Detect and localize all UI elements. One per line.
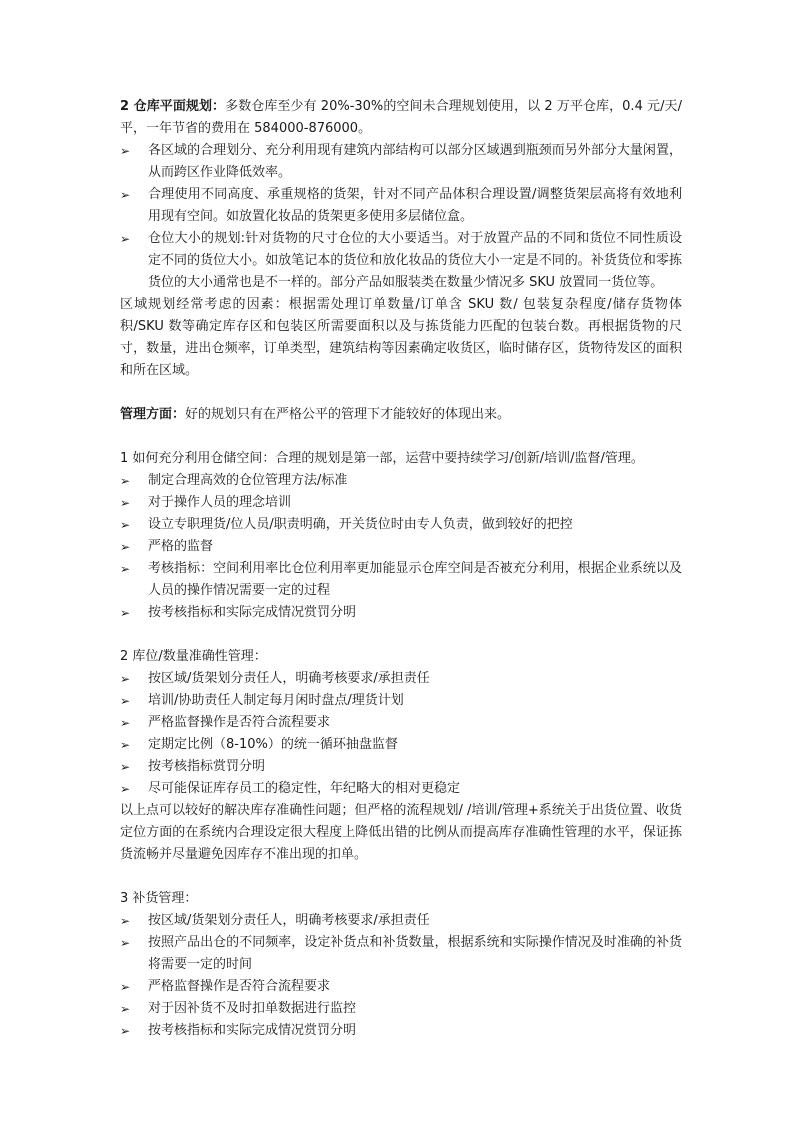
list-item-text: 培训/协助责任人制定每月闲时盘点/理货计划 (148, 693, 404, 708)
list-item-text: 按考核指标和实际完成情况赏罚分明 (148, 605, 357, 620)
list-item (120, 558, 682, 602)
list-item (120, 778, 682, 800)
list-item-text: 设立专职理货/位人员/职责明确，开关货位时由专人负责，做到较好的把控 (148, 517, 573, 532)
section-intro (120, 96, 682, 140)
list-item (120, 536, 682, 558)
list-item-text: 严格的监督 (148, 539, 214, 554)
bullet-arrow-icon: ➢ (120, 144, 131, 158)
list-item (120, 690, 682, 712)
bullet-arrow-icon: ➢ (120, 540, 131, 554)
section1-list (120, 140, 682, 294)
list-item (120, 756, 682, 778)
list-item (120, 184, 682, 228)
bullet-arrow-icon: ➢ (120, 936, 131, 950)
list-item (120, 910, 682, 932)
list-item-text: 尽可能保证库存员工的稳定性，年纪略大的相对更稳定 (148, 781, 461, 796)
region-planning-paragraph: 区域规划经常考虑的因素：根据需处理订单数量/订单含 SKU 数/ 包装复杂程度/储存货物体积/SKU 数等确定库存区和包装区所需要面积以及与拣货能力匹配的包装台数。再根据货物的尺寸，数量，进出仓频率，订单类型，建筑结构等因素确定收货区，临时储存区，货物待发区的面积和所在区域。 (120, 297, 682, 378)
list-item-text: 按考核指标和实际完成情况赏罚分明 (148, 1023, 357, 1038)
list-item (120, 140, 682, 184)
list-item-text: 按区域/货架划分责任人，明确考核要求/承担责任 (148, 671, 430, 686)
list-item-text: 按区域/货架划分责任人，明确考核要求/承担责任 (148, 913, 430, 928)
bullet-arrow-icon: ➢ (120, 914, 131, 928)
list-item-text: 定期定比例（8-10%）的统一循环抽盘监督 (148, 737, 398, 752)
list-item-text: 仓位大小的规划:针对货物的尺寸仓位的大小要适当。对于放置产品的不同和货位不同性质设定不同的货位大小。如放笔记本的货位和放化妆品的货位大小一定是不同的。补货货位和零拣货位的大小通常也是不一样的。部分产品如服装类在数量少情况多 SKU 放置同一货位等。 (148, 231, 682, 290)
bullet-arrow-icon: ➢ (120, 980, 131, 994)
list-item (120, 514, 682, 536)
bullet-arrow-icon: ➢ (120, 738, 131, 752)
list-item (120, 712, 682, 734)
list-item-text: 严格监督操作是否符合流程要求 (148, 979, 331, 994)
part3-list (120, 910, 682, 1042)
list-item (120, 228, 682, 294)
bullet-arrow-icon: ➢ (120, 562, 131, 576)
accuracy-paragraph: 以上点可以较好的解决库存准确性问题；但严格的流程规划/ /培训/管理+系统关于出货位置、收货定位方面的在系统内合理设定很大程度上降低出错的比例从而提高库存准确性管理的水平，保证拣货流畅并尽量避免因库存不准出现的扣单。 (120, 803, 682, 862)
list-item-text: 按照产品出仓的不同频率，设定补货点和补货数量，根据系统和实际操作情况及时准确的补货将需要一定的时间 (148, 935, 682, 972)
bullet-arrow-icon: ➢ (120, 782, 131, 796)
document-page (120, 96, 682, 1042)
part3-title: 3 补货管理： (120, 891, 198, 906)
part2-title: 2 库位/数量准确性管理： (120, 649, 267, 664)
list-item (120, 976, 682, 998)
list-item (120, 470, 682, 492)
part1-title: 1 如何充分利用仓储空间：合理的规划是第一部，运营中要持续学习/创新/培训/监督/管理。 (120, 451, 644, 466)
management-line (120, 404, 682, 426)
list-item-text: 合理使用不同高度、承重规格的货架，针对不同产品体积合理设置/调整货架层高将有效地利用现有空间。如放置化妆品的货架更多使用多层储位盒。 (148, 187, 682, 224)
list-item-text: 严格监督操作是否符合流程要求 (148, 715, 331, 730)
list-item-text: 对于操作人员的理念培训 (148, 495, 292, 510)
list-item (120, 1020, 682, 1042)
part2-list (120, 668, 682, 800)
bullet-arrow-icon: ➢ (120, 606, 131, 620)
list-item (120, 932, 682, 976)
bullet-arrow-icon: ➢ (120, 518, 131, 532)
management-heading: 管理方面： (120, 407, 186, 422)
list-item (120, 668, 682, 690)
list-item (120, 492, 682, 514)
list-item (120, 602, 682, 624)
bullet-arrow-icon: ➢ (120, 1002, 131, 1016)
list-item-text: 考核指标：空间利用率比仓位利用率更加能显示仓库空间是否被充分利用，根据企业系统以及人员的操作情况需要一定的过程 (148, 561, 682, 598)
list-item-text: 按考核指标赏罚分明 (148, 759, 266, 774)
bullet-arrow-icon: ➢ (120, 1024, 131, 1038)
bullet-arrow-icon: ➢ (120, 496, 131, 510)
bullet-arrow-icon: ➢ (120, 716, 131, 730)
bullet-arrow-icon: ➢ (120, 232, 131, 246)
bullet-arrow-icon: ➢ (120, 188, 131, 202)
list-item-text: 对于因补货不及时扣单数据进行监控 (148, 1001, 357, 1016)
bullet-arrow-icon: ➢ (120, 760, 131, 774)
bullet-arrow-icon: ➢ (120, 694, 131, 708)
list-item-text: 各区域的合理划分、充分利用现有建筑内部结构可以部分区域遇到瓶颈而另外部分大量闲置，从而跨区作业降低效率。 (148, 143, 682, 180)
management-text: 好的规划只有在严格公平的管理下才能较好的体现出来。 (185, 407, 511, 422)
list-item (120, 734, 682, 756)
bullet-arrow-icon: ➢ (120, 672, 131, 686)
list-item (120, 998, 682, 1020)
bullet-arrow-icon: ➢ (120, 474, 131, 488)
section-heading: 2 仓库平面规划： (120, 99, 226, 114)
list-item-text: 制定合理高效的仓位管理方法/标准 (148, 473, 348, 488)
section-intro-text: 多数仓库至少有 20%-30%的空间未合理规划使用，以 2 万平仓库，0.4 元/天/平，一年节省的费用在 584000-876000。 (120, 99, 683, 136)
part1-list (120, 470, 682, 624)
